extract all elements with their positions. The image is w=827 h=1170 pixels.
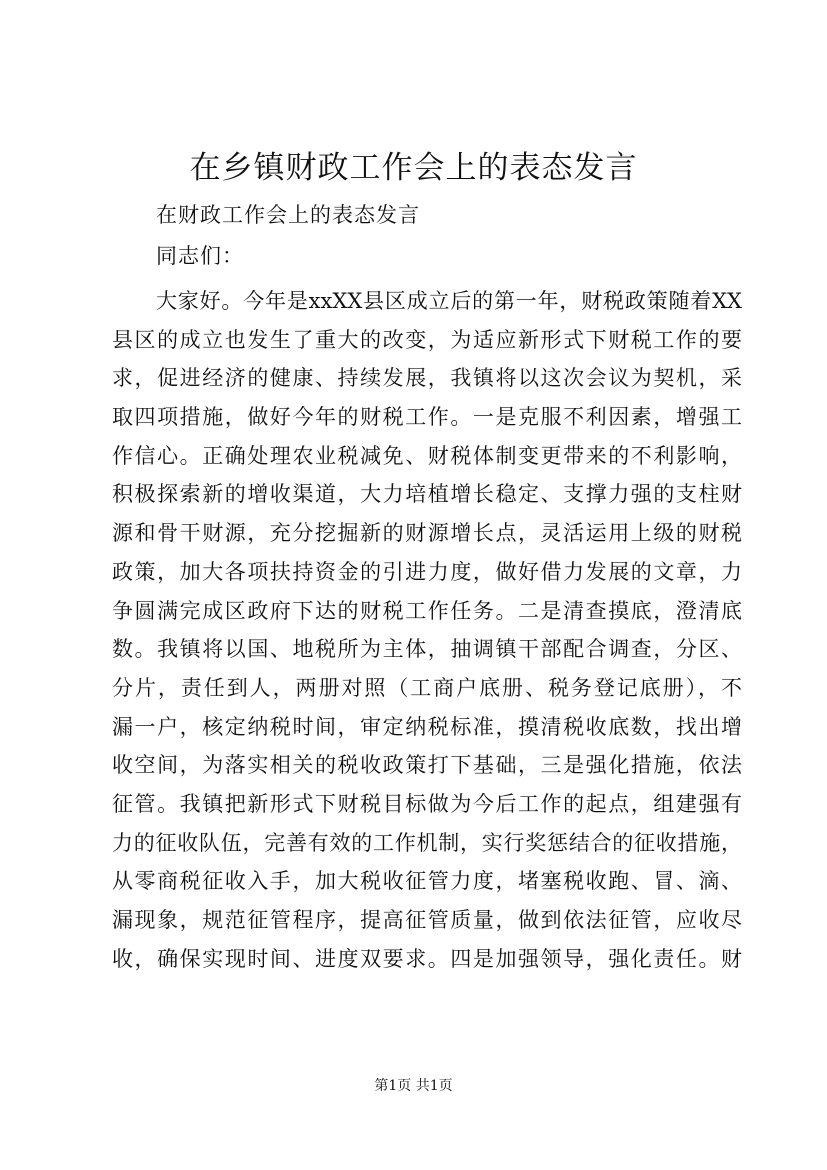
body-line: 争圆满完成区政府下达的财税工作任务。二是清查摸底，澄清底: [112, 598, 742, 623]
body-line: 求，促进经济的健康、持续发展，我镇将以这次会议为契机，采: [112, 366, 742, 391]
body-line: 力的征收队伍，完善有效的工作机制，实行奖惩结合的征收措施，: [112, 830, 742, 855]
body-line: 分片，责任到人，两册对照（工商户底册、税务登记底册），不: [112, 675, 742, 700]
body-line: 政策，加大各项扶持资金的引进力度，做好借力发展的文章，力: [112, 559, 742, 584]
salutation: 同志们：: [156, 244, 244, 268]
document-title: 在乡镇财政工作会上的表态发言: [189, 150, 638, 186]
body-line: 数。我镇将以国、地税所为主体，抽调镇干部配合调查，分区、: [112, 637, 742, 662]
body-line: 县区的成立也发生了重大的改变，为适应新形式下财税工作的要: [112, 327, 742, 352]
body-line: 取四项措施，做好今年的财税工作。一是克服不利因素，增强工: [112, 405, 742, 430]
body-line: 积极探索新的增收渠道，大力培植增长稳定、支撑力强的支柱财: [112, 482, 742, 507]
body-line: 作信心。正确处理农业税减免、财税体制变更带来的不利影响，: [112, 443, 742, 468]
body-line: 从零商税征收入手，加大税收征管力度，堵塞税收跑、冒、滴、: [112, 869, 742, 894]
page-number-footer: 第1页 共1页: [374, 1078, 453, 1094]
body-line: 收，确保实现时间、进度双要求。四是加强领导，强化责任。财: [112, 946, 742, 971]
body-line: 漏一户，核定纳税时间，审定纳税标准，摸清税收底数，找出增: [112, 714, 742, 739]
body-line: 大家好。今年是xxXX县区成立后的第一年，财税政策随着XX: [156, 289, 742, 313]
body-line: 源和骨干财源，充分挖掘新的财源增长点，灵活运用上级的财税: [112, 521, 742, 546]
body-line: 收空间，为落实相关的税收政策打下基础，三是强化措施，依法: [112, 753, 742, 778]
body-paragraph: [112, 282, 742, 978]
body-line: 征管。我镇把新形式下财税目标做为今后工作的起点，组建强有: [112, 791, 742, 816]
body-line: 漏现象，规范征管程序，提高征管质量，做到依法征管，应收尽: [112, 908, 742, 932]
document-subtitle: 在财政工作会上的表态发言: [156, 203, 420, 227]
